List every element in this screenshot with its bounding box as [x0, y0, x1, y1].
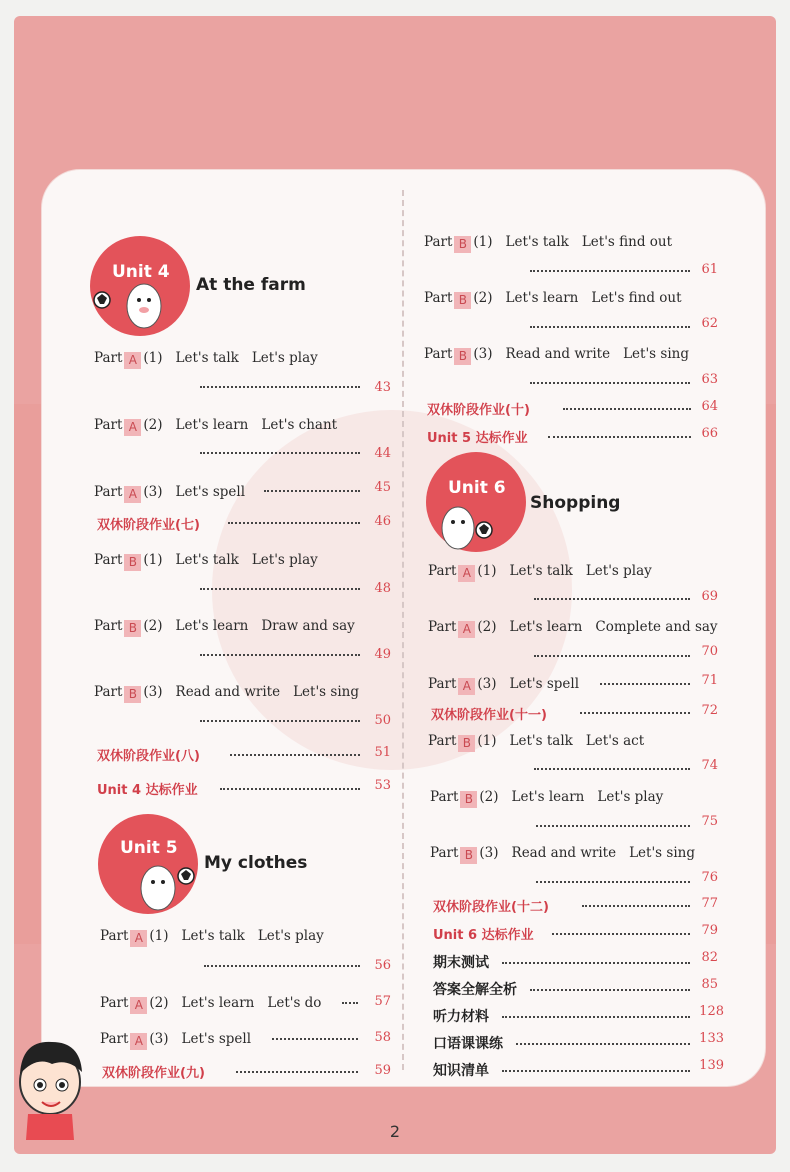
toc-entry-knowledge: 知识清单: [433, 1063, 489, 1079]
toc-entry-unit-test: Unit 4 达标作业: [97, 783, 198, 798]
activity-a: Let's talk: [509, 733, 573, 749]
toc-entry: [100, 995, 321, 1012]
part-label: Part: [94, 684, 123, 700]
page-ref: 75: [701, 814, 718, 829]
part-number: (2): [477, 619, 497, 635]
toc-entry: [94, 684, 359, 701]
part-label: Part: [94, 484, 123, 500]
leader-dots: [534, 655, 690, 657]
part-label: Part: [100, 995, 129, 1011]
page-ref: 62: [701, 316, 718, 331]
toc-entry-listening: 听力材料: [433, 1009, 489, 1025]
leader-dots: [530, 270, 690, 272]
part-number: (1): [143, 552, 163, 568]
activity-b: Let's sing: [293, 684, 359, 700]
activity-b: Let's act: [585, 733, 645, 749]
leader-dots: [220, 788, 360, 790]
part-label: Part: [430, 789, 459, 805]
toc-entry-oral: 口语课课练: [433, 1036, 503, 1052]
part-letter-badge: B: [124, 554, 141, 571]
toc-entry-homework: 双休阶段作业(十二): [433, 900, 549, 915]
part-number: (1): [477, 563, 497, 579]
activity-b: Let's play: [251, 552, 318, 568]
toc-entry-answers: 答案全解全析: [433, 982, 517, 998]
leader-dots: [552, 933, 690, 935]
page-ref: 71: [701, 673, 718, 688]
part-label: Part: [428, 676, 457, 692]
leader-dots: [536, 825, 690, 827]
leader-dots: [502, 1016, 690, 1018]
activity-a: Let's learn: [511, 789, 585, 805]
activity-b: Let's chant: [261, 417, 338, 433]
leader-dots: [200, 386, 360, 388]
page-ref: 50: [374, 713, 391, 728]
toc-entry: [94, 484, 245, 501]
activity-a: Read and write: [175, 684, 281, 700]
sheep-mascot-icon: [130, 858, 200, 918]
activity-b: Let's sing: [623, 346, 689, 362]
page-ref: 70: [701, 644, 718, 659]
page-ref: 49: [374, 647, 391, 662]
leader-dots: [516, 1043, 690, 1045]
part-letter-badge: A: [130, 1033, 147, 1050]
page-ref: 56: [374, 958, 391, 973]
activity-a: Let's talk: [505, 234, 569, 250]
part-number: (2): [479, 789, 499, 805]
part-label: Part: [94, 350, 123, 366]
part-number: (2): [149, 995, 169, 1011]
part-label: Part: [94, 618, 123, 634]
toc-entry: [430, 789, 663, 806]
activity-b: Let's play: [585, 563, 652, 579]
page-ref: 64: [701, 399, 718, 414]
page-ref: 76: [701, 870, 718, 885]
activity-a: Let's learn: [175, 618, 249, 634]
toc-entry: [428, 619, 718, 636]
activity-b: Let's find out: [581, 234, 673, 250]
toc-entry: [424, 234, 672, 251]
activity-b: Let's play: [257, 928, 324, 944]
page-ref: 58: [374, 1030, 391, 1045]
part-letter-badge: A: [458, 678, 475, 695]
part-letter-badge: A: [124, 486, 141, 503]
activity-b: Let's do: [267, 995, 322, 1011]
toc-entry: [94, 618, 355, 635]
activity-a: Read and write: [511, 845, 617, 861]
page-ref: 69: [701, 589, 718, 604]
part-letter-badge: B: [458, 735, 475, 752]
part-letter-badge: B: [460, 791, 477, 808]
sheep-mascot-icon: [92, 270, 172, 334]
part-label: Part: [424, 234, 453, 250]
part-number: (1): [149, 928, 169, 944]
toc-entry-homework: 双休阶段作业(十一): [431, 708, 547, 723]
sheep-mascot-icon: [428, 500, 498, 556]
leader-dots: [502, 1070, 690, 1072]
leader-dots: [228, 522, 360, 524]
part-letter-badge: B: [460, 847, 477, 864]
part-number: (1): [473, 234, 493, 250]
part-number: (2): [143, 417, 163, 433]
part-label: Part: [424, 290, 453, 306]
leader-dots: [534, 768, 690, 770]
activity-b: Let's play: [597, 789, 664, 805]
part-letter-badge: A: [458, 621, 475, 638]
part-number: (1): [143, 350, 163, 366]
page-ref: 45: [374, 480, 391, 495]
part-label: Part: [430, 845, 459, 861]
page-ref: 53: [374, 778, 391, 793]
activity-b: Let's sing: [629, 845, 695, 861]
toc-entry: [424, 346, 689, 363]
activity-b: Let's find out: [591, 290, 682, 306]
part-number: (2): [143, 618, 163, 634]
toc-entry-homework: 双休阶段作业(七): [97, 518, 200, 533]
activity-a: Let's talk: [509, 563, 573, 579]
page-ref: 85: [701, 977, 718, 992]
part-letter-badge: B: [454, 236, 471, 253]
part-letter-badge: A: [458, 565, 475, 582]
unit5-title: My clothes: [204, 853, 308, 873]
page-ref: 74: [701, 758, 718, 773]
activity-a: Let's talk: [175, 552, 239, 568]
part-label: Part: [428, 563, 457, 579]
leader-dots: [200, 588, 360, 590]
toc-entry-final-test: 期末测试: [433, 955, 489, 971]
page-ref: 63: [701, 372, 718, 387]
unit5-label: Unit 5: [120, 838, 178, 858]
toc-entry: [430, 845, 695, 862]
page-ref: 46: [374, 514, 391, 529]
part-number: (3): [479, 845, 499, 861]
page-ref: 72: [701, 703, 718, 718]
toc-entry-homework: 双休阶段作业(十): [427, 403, 530, 418]
page-ref: 44: [374, 446, 391, 461]
leader-dots: [236, 1071, 358, 1073]
part-number: (3): [143, 684, 163, 700]
page-ref: 82: [701, 950, 718, 965]
page-ref: 128: [699, 1004, 724, 1019]
part-number: (2): [473, 290, 493, 306]
part-letter-badge: B: [454, 292, 471, 309]
toc-entry: [428, 733, 644, 750]
activity-a: Let's learn: [509, 619, 583, 635]
part-label: Part: [94, 552, 123, 568]
leader-dots: [580, 712, 690, 714]
part-label: Part: [100, 1031, 129, 1047]
leader-dots: [530, 382, 690, 384]
part-number: (3): [143, 484, 163, 500]
activity-a: Let's learn: [181, 995, 255, 1011]
toc-entry: [94, 552, 318, 569]
toc-entry-homework: 双休阶段作业(九): [102, 1066, 205, 1081]
activity-a: Let's spell: [509, 676, 580, 692]
leader-dots: [200, 654, 360, 656]
leader-dots: [264, 490, 360, 492]
part-letter-badge: A: [130, 997, 147, 1014]
unit6-title: Shopping: [530, 493, 621, 513]
leader-dots: [200, 452, 360, 454]
part-letter-badge: A: [124, 419, 141, 436]
page-ref: 51: [374, 745, 391, 760]
unit6-label: Unit 6: [448, 478, 506, 498]
part-label: Part: [424, 346, 453, 362]
toc-entry: [424, 290, 682, 307]
activity-b: Draw and say: [261, 618, 355, 634]
toc-entry-unit-test: Unit 6 达标作业: [433, 928, 534, 943]
toc-entry: [94, 350, 318, 367]
leader-dots: [548, 436, 691, 438]
leader-dots: [502, 962, 690, 964]
part-label: Part: [428, 733, 457, 749]
part-letter-badge: B: [124, 620, 141, 637]
toc-entry-unit-test: Unit 5 达标作业: [427, 431, 528, 446]
part-letter-badge: A: [130, 930, 147, 947]
page-ref: 59: [374, 1063, 391, 1078]
page-ref: 133: [699, 1031, 724, 1046]
leader-dots: [200, 720, 360, 722]
page-ref: 66: [701, 426, 718, 441]
activity-a: Let's talk: [175, 350, 239, 366]
part-number: (3): [149, 1031, 169, 1047]
activity-a: Let's spell: [175, 484, 246, 500]
part-label: Part: [94, 417, 123, 433]
activity-a: Let's learn: [175, 417, 249, 433]
page-ref: 77: [701, 896, 718, 911]
part-letter-badge: A: [124, 352, 141, 369]
toc-entry: [428, 676, 579, 693]
leader-dots: [582, 905, 690, 907]
page-ref: 48: [374, 581, 391, 596]
part-number: (1): [477, 733, 497, 749]
page-ref: 43: [374, 380, 391, 395]
toc-entry: [428, 563, 652, 580]
page-ref: 61: [701, 262, 718, 277]
page-ref: 79: [701, 923, 718, 938]
activity-a: Let's talk: [181, 928, 245, 944]
leader-dots: [600, 683, 690, 685]
unit4-title: At the farm: [196, 275, 306, 295]
leader-dots: [534, 598, 690, 600]
page-ref: 139: [699, 1058, 724, 1073]
leader-dots: [204, 965, 360, 967]
activity-b: Complete and say: [595, 619, 718, 635]
part-letter-badge: B: [124, 686, 141, 703]
toc-entry: [100, 928, 324, 945]
activity-a: Let's learn: [505, 290, 579, 306]
activity-a: Read and write: [505, 346, 611, 362]
leader-dots: [230, 754, 360, 756]
part-number: (3): [473, 346, 493, 362]
page-ref: 57: [374, 994, 391, 1009]
part-letter-badge: B: [454, 348, 471, 365]
column-divider: [402, 190, 404, 1070]
toc-entry: [100, 1031, 251, 1048]
leader-dots: [272, 1038, 358, 1040]
part-number: (3): [477, 676, 497, 692]
leader-dots: [563, 408, 691, 410]
part-label: Part: [100, 928, 129, 944]
activity-b: Let's play: [251, 350, 318, 366]
page-number: 2: [389, 1122, 401, 1141]
part-label: Part: [428, 619, 457, 635]
unit4-label: Unit 4: [112, 262, 170, 282]
toc-entry-homework: 双休阶段作业(八): [97, 749, 200, 764]
activity-a: Let's spell: [181, 1031, 252, 1047]
leader-dots: [530, 989, 690, 991]
leader-dots: [536, 881, 690, 883]
leader-dots: [530, 326, 690, 328]
toc-entry: [94, 417, 337, 434]
